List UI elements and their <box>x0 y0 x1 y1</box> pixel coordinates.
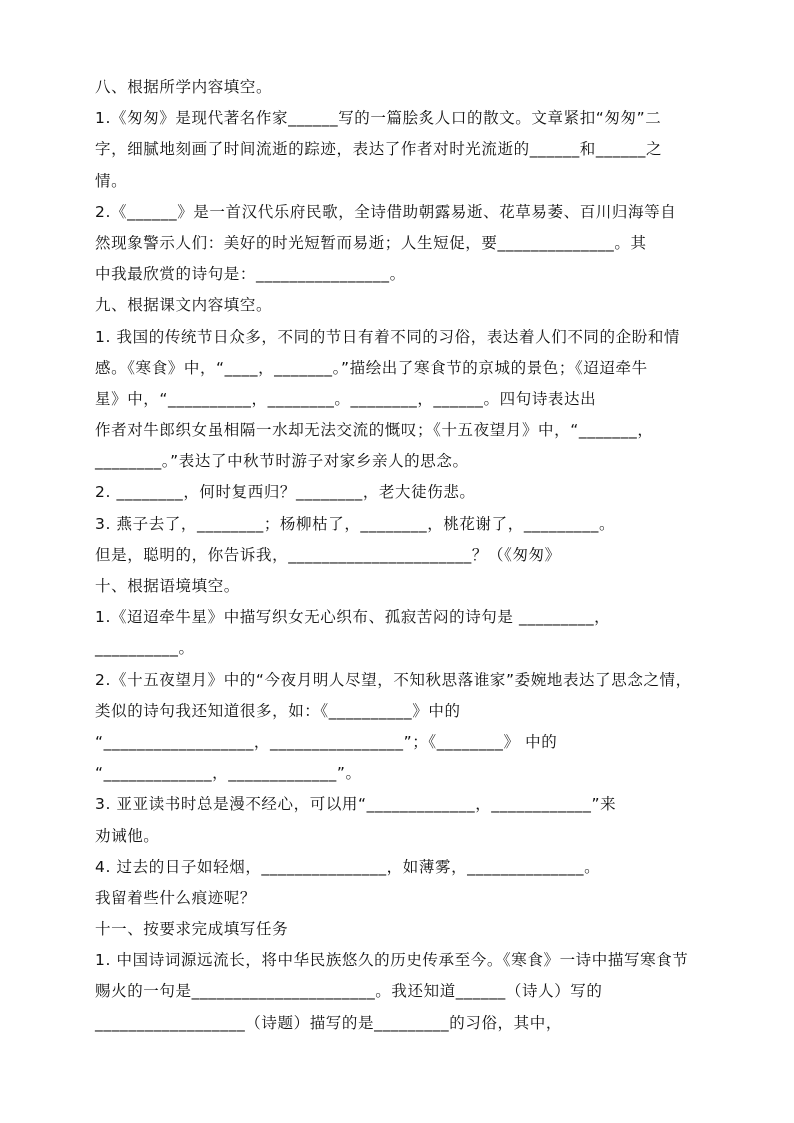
section-heading: 八、根据所学内容填空。 <box>95 78 273 96</box>
text-line: 1.《匆匆》是现代著名作家______写的一篇脍炙人口的散文。文章紧扣“匆匆”二 <box>95 109 662 128</box>
text-line: 然现象警示人们：美好的时光短暂而易逝；人生短促，要______________。其 <box>95 233 647 252</box>
text-line: 赐火的一句是______________________。我还知道______（诗人）写的 <box>95 982 603 1001</box>
text-line: 2. ________，何时复西归？________，老大徒伤悲。 <box>95 483 476 502</box>
text-line: 我留着些什么痕迹呢？ <box>95 888 257 907</box>
text-line: 劝诫他。 <box>95 826 160 845</box>
section-heading: 九、根据课文内容填空。 <box>95 296 273 315</box>
text-line: 感。《寒食》中，“____，_______。”描绘出了寒食节的京城的景色；《迢迢牵牛 <box>95 358 648 377</box>
text-line: 1. 中国诗词源远流长，将中华民族悠久的历史传承至今。《寒食》一诗中描写寒食节 <box>95 951 689 970</box>
text-line: 类似的诗句我还知道很多，如：《__________》中的 <box>95 701 461 720</box>
section-heading: 十、根据语境填空。 <box>95 577 240 595</box>
section-heading: 十一、按要求完成填写任务 <box>95 920 289 939</box>
text-line: 字，细腻地刻画了时间流逝的踪迹，表达了作者对时光流逝的______和______之 <box>95 140 663 159</box>
text-line: 作者对牛郎织女虽相隔一水却无法交流的慨叹；《十五夜望月》中，“_______， <box>95 421 654 440</box>
text-line: 2.《十五夜望月》中的“今夜月明人尽望，不知秋思落谁家”委婉地表达了思念之情， <box>95 670 692 689</box>
text-line: ________。”表达了中秋节时游子对家乡亲人的思念。 <box>95 452 469 471</box>
text-line: 4. 过去的日子如轻烟，_______________，如薄雾，______________。 <box>95 857 601 876</box>
text-line: 中我最欣赏的诗句是：________________。 <box>95 265 406 284</box>
worksheet-document <box>95 75 735 1042</box>
text-line: 2.《______》是一首汉代乐府民歌，全诗借助朝露易逝、花草易萎、百川归海等自 <box>95 202 677 221</box>
text-line: 3. 燕子去了，________；杨柳枯了，________，桃花谢了，_________。 <box>95 514 616 533</box>
text-line: 1.《迢迢牵牛星》中描写织女无心织布、孤寂苦闷的诗句是 _________， <box>95 608 611 627</box>
text-line: “__________________，________________”；《________》 中的 <box>95 732 558 751</box>
text-line: __________。 <box>95 639 195 658</box>
text-line: 3. 亚亚读书时总是漫不经心，可以用“_____________，____________”来 <box>95 795 617 814</box>
text-line: 情。 <box>95 171 128 190</box>
text-line: “_____________，_____________”。 <box>95 764 362 783</box>
text-line: __________________（诗题）描写的是_________的习俗，其中， <box>95 1013 562 1032</box>
text-line: 但是，聪明的，你告诉我，______________________？（《匆匆》 <box>95 545 561 564</box>
text-line: 1. 我国的传统节日众多，不同的节日有着不同的习俗，表达着人们不同的企盼和情 <box>95 327 681 346</box>
text-line: 星》中，“__________，________。________，______。四句诗表达出 <box>95 389 597 408</box>
